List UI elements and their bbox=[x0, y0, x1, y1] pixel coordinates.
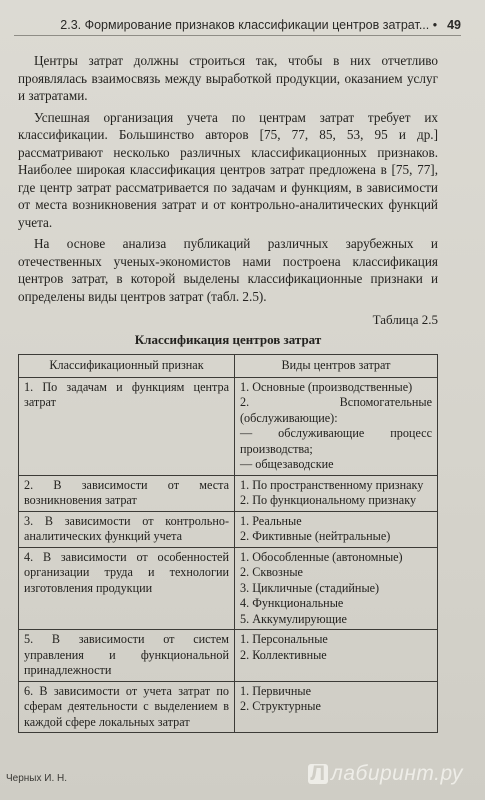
table-header-row bbox=[19, 355, 438, 378]
feature-cell: 1. По задачам и функциям центра затрат bbox=[19, 377, 235, 475]
types-cell bbox=[235, 547, 438, 630]
paragraph: Центры затрат должны строиться так, чтобы в них отчетливо проявлялась взаимосвязь между выработкой продукции, оказанием услуг и затратами. bbox=[18, 53, 438, 103]
paragraph: Успешная организация учета по центрам затрат требует их классификации. Большинство авторов [75, 77, 85, 53, 95 и др.] рассматривают несколько различных классификационных признаков. Наиболее широкая классификация центров затрат предложена в [75, 77], где центр затрат рассматривается по задачам и функциям, в зависимости от места возникновения затрат и от контрольно-аналитических функций учета. bbox=[18, 109, 438, 230]
logo-mark-icon: Л bbox=[308, 764, 328, 784]
types-cell bbox=[235, 511, 438, 547]
feature-cell: 6. В зависимости от учета затрат по сферам деятельности с выделением в каждой сфере локальных затрат bbox=[19, 681, 235, 733]
table-row bbox=[19, 475, 438, 511]
feature-cell: 4. В зависимости от особенностей организации труда и технологии изготовления продукции bbox=[19, 547, 235, 630]
types-cell bbox=[235, 681, 438, 733]
table-row bbox=[19, 377, 438, 475]
type-item: 2. По функциональному признаку bbox=[240, 493, 417, 507]
feature-cell: 2. В зависимости от места возникновения затрат bbox=[19, 475, 235, 511]
paragraph: На основе анализа публикаций различных зарубежных и отечественных ученых-экономистов нами построена классификация центров затрат, в которой выделены классификационные признаки и определены виды центров затрат (табл. 2.5). bbox=[18, 236, 438, 304]
feature-cell: 5. В зависимости от систем управления и функциональной принадлежности bbox=[19, 630, 235, 682]
type-item: — обслуживающие процесс производства; bbox=[240, 426, 432, 456]
type-item: 1. Обособленные (автономные) bbox=[240, 549, 403, 564]
type-item: 2. Коллективные bbox=[240, 647, 327, 662]
type-item: 1. Первичные bbox=[240, 683, 312, 698]
table-caption: Таблица 2.5 bbox=[372, 312, 438, 327]
type-item: 1. По пространственному признаку bbox=[240, 477, 424, 492]
types-cell bbox=[235, 377, 438, 475]
classification-table bbox=[18, 354, 438, 733]
table-row bbox=[19, 511, 438, 547]
types-cell bbox=[235, 475, 438, 511]
column-header: Классификационный признак bbox=[19, 355, 235, 378]
table-title: Классификация центров затрат bbox=[134, 331, 322, 347]
type-item: 3. Цикличные (стадийные) bbox=[240, 580, 380, 595]
type-item: 1. Основные (производственные) bbox=[240, 379, 413, 394]
type-item: — общезаводские bbox=[240, 457, 334, 471]
page-body bbox=[18, 52, 438, 733]
logo-text: лабиринт.ру bbox=[330, 762, 463, 785]
type-item: 1. Персональные bbox=[240, 632, 328, 646]
type-item: 2. Сквозные bbox=[240, 565, 303, 579]
type-item: 2. Структурные bbox=[240, 699, 321, 713]
type-item: 1. Реальные bbox=[240, 513, 302, 528]
running-header bbox=[14, 18, 461, 36]
column-header: Виды центров затрат bbox=[235, 355, 438, 378]
type-item: 5. Аккумулирующие bbox=[240, 611, 347, 626]
type-item: 2. Фиктивные (нейтральные) bbox=[240, 529, 391, 543]
table-row bbox=[19, 630, 438, 682]
type-item: 2. Вспомогательные (обслуживающие): bbox=[240, 395, 432, 425]
header-title: 2.3. Формирование признаков классификации центров затрат... • bbox=[60, 18, 438, 32]
watermark-logo bbox=[308, 762, 463, 786]
type-item: 4. Функциональные bbox=[240, 596, 344, 610]
feature-cell: 3. В зависимости от контрольно-аналитических функций учета bbox=[19, 511, 235, 547]
page-number: 49 bbox=[447, 18, 461, 32]
table-row bbox=[19, 681, 438, 733]
types-cell bbox=[235, 630, 438, 682]
table-row bbox=[19, 547, 438, 630]
page-footer-author: Черных И. Н. bbox=[6, 773, 68, 784]
